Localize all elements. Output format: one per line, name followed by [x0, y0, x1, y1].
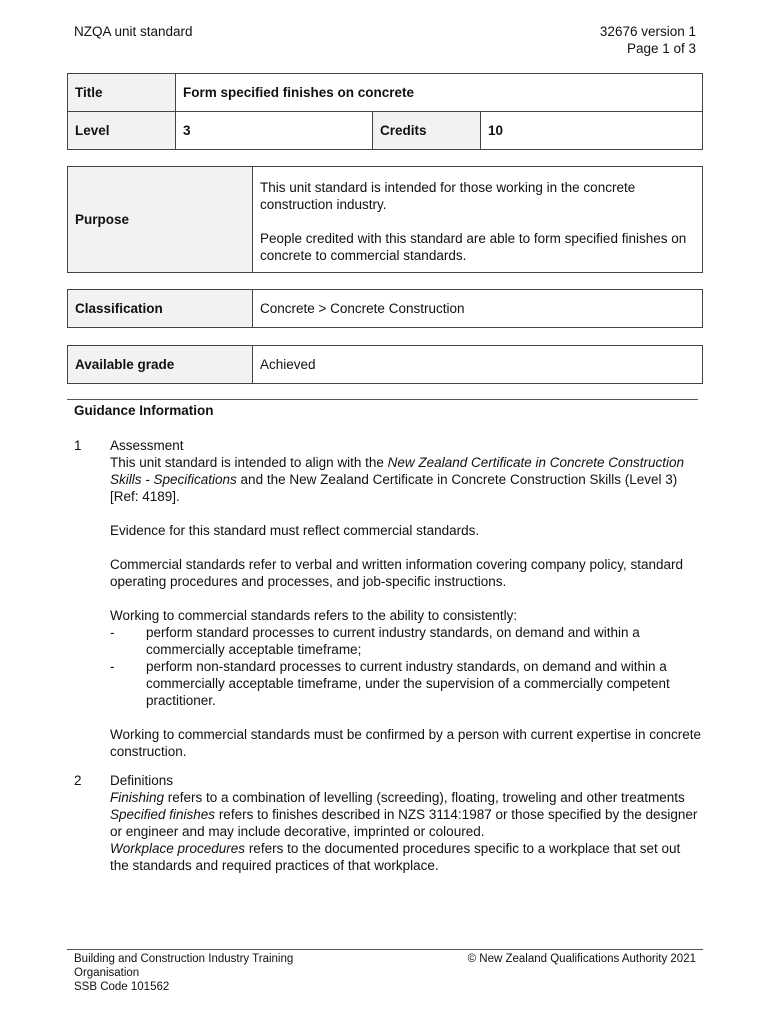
header-version [600, 23, 696, 57]
item-1-intro-italic: New Zealand Certificate in Concrete Construction Skills - Specifications [110, 455, 685, 487]
bullet-text: perform non-standard processes to current industry standards, on demand and within a commercially acceptable timeframe, under the supervision of a commercially competent practitioner. [146, 659, 670, 708]
header-page-number: Page 1 of 3 [626, 41, 696, 56]
guidance-heading: Guidance Information [74, 403, 214, 418]
definition-text: refers to finishes described in NZS 3114:1987 or those specified by the designer or engineer and may include decorative, imprinted or coloured. [110, 807, 698, 839]
header-version-line: 32676 version 1 [599, 24, 696, 39]
item-1-intro [110, 454, 702, 505]
title-label: Title [68, 74, 176, 112]
item-1-para-4: Working to commercial standards refers to the ability to consistently: [110, 608, 518, 623]
definition-finishing [110, 789, 702, 806]
item-2-content [110, 772, 702, 874]
item-1-para-3: Commercial standards refer to verbal and written information covering company policy, standard operating procedures and processes, and job-specific instructions. [110, 557, 684, 589]
item-1-para-2: Evidence for this standard must reflect commercial standards. [110, 523, 480, 538]
bullet-text: perform standard processes to current industry standards, on demand and within a commercially acceptable timeframe; [146, 625, 640, 657]
definition-term: Workplace procedures [110, 841, 246, 856]
footer-ssb-code: SSB Code 101562 [74, 981, 170, 993]
item-2-title: Definitions [110, 773, 174, 788]
purpose-label: Purpose [68, 167, 253, 273]
classification-table [67, 289, 703, 328]
footer-left [74, 952, 293, 994]
purpose-para-1: This unit standard is intended for those working in the concrete construction industry. [260, 180, 636, 212]
footer-org-line-2: Organisation [74, 967, 140, 979]
title-table [67, 73, 703, 150]
item-1-intro-pre: This unit standard is intended to align with the [110, 455, 388, 470]
definition-term: Specified finishes [110, 807, 216, 822]
title-value: Form specified finishes on concrete [176, 74, 703, 112]
level-value: 3 [176, 112, 373, 150]
bullet-mark: - [110, 659, 115, 674]
item-1-title: Assessment [110, 438, 184, 453]
definition-text: refers to a combination of levelling (screeding), floating, troweling and other treatments [164, 790, 685, 805]
bullet-item [110, 624, 702, 658]
footer-divider [67, 949, 703, 950]
item-1-number: 1 [74, 438, 82, 453]
grade-table [67, 345, 703, 384]
item-1-content [110, 437, 702, 760]
header-title: NZQA unit standard [74, 24, 193, 39]
item-2-number: 2 [74, 773, 82, 788]
footer-copyright: © New Zealand Qualifications Authority 2021 [467, 953, 696, 965]
classification-label: Classification [68, 290, 253, 328]
footer-org-line-1: Building and Construction Industry Training [74, 953, 294, 965]
purpose-para-2: People credited with this standard are able to form specified finishes on concrete to commercial standards. [260, 231, 687, 263]
definition-text: refers to the documented procedures specific to a workplace that set out the standards and required practices of that workplace. [110, 841, 681, 873]
item-1-para-5: Working to commercial standards must be confirmed by a person with current expertise in concrete construction. [110, 727, 702, 759]
bullet-mark: - [110, 625, 115, 640]
definition-specified-finishes [110, 806, 702, 840]
level-label: Level [68, 112, 176, 150]
credits-value: 10 [481, 112, 703, 150]
grade-value: Achieved [253, 346, 703, 384]
bullet-item [110, 658, 702, 709]
purpose-table [67, 166, 703, 273]
purpose-content [253, 167, 703, 273]
guidance-divider [67, 399, 698, 400]
grade-label: Available grade [68, 346, 253, 384]
item-1-intro-post: and the New Zealand Certificate in Concrete Construction Skills (Level 3) [Ref: 4189]. [110, 472, 678, 504]
credits-label: Credits [373, 112, 481, 150]
classification-value: Concrete > Concrete Construction [253, 290, 703, 328]
definition-term: Finishing [110, 790, 165, 805]
definition-workplace-procedures [110, 840, 702, 874]
